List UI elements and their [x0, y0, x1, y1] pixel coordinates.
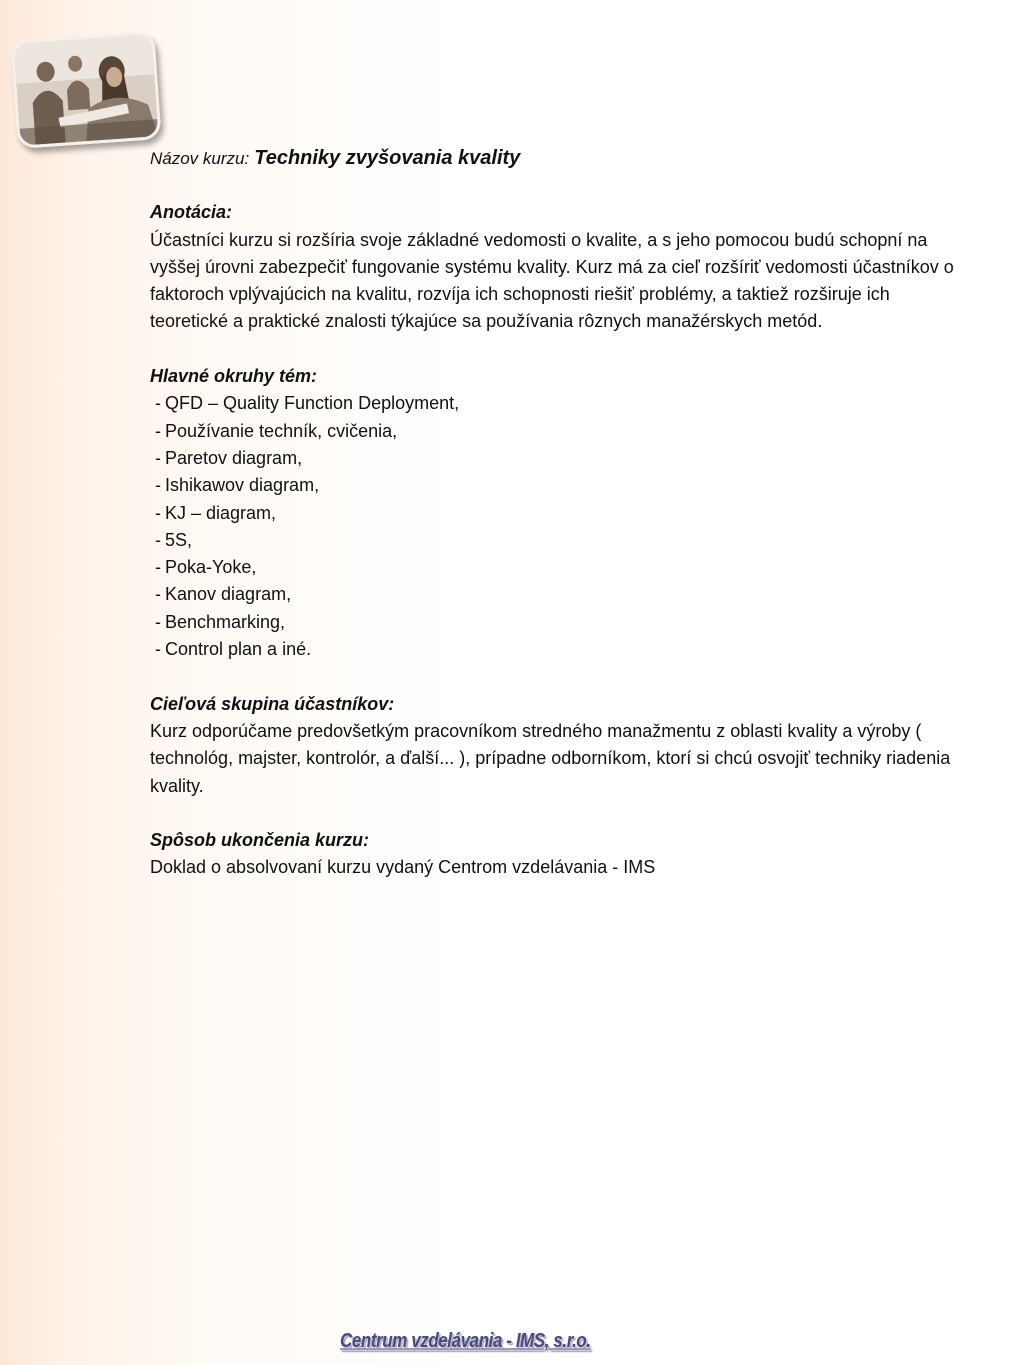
completion-text: Doklad o absolvovaní kurzu vydaný Centrom vzdelávania - IMS — [150, 857, 656, 878]
topics-section — [150, 363, 960, 663]
completion-section — [150, 827, 960, 882]
topic-item: - KJ – diagram, — [155, 502, 277, 523]
topic-item: - Poka-Yoke, — [155, 557, 257, 578]
topics-heading: Hlavné okruhy tém: — [150, 366, 318, 387]
course-title-label: Názov kurzu: — [150, 149, 250, 168]
students-photo — [10, 31, 161, 149]
annotation-heading: Anotácia: — [150, 202, 233, 223]
topic-item: - Používanie techník, cvičenia, — [155, 420, 398, 441]
topic-item: - QFD – Quality Function Deployment, — [155, 393, 460, 414]
course-description — [150, 140, 960, 909]
target-group-text: Kurz odporúčame predovšetkým pracovníkom stredného manažmentu z oblasti kvality a výroby ( technológ, majster, kontrolór, a ďalší... ), prípadne odborníkom, ktorí si chcú osvojiť techniky riadenia kvality. — [150, 720, 951, 796]
topic-item: - Control plan a iné. — [155, 639, 312, 660]
course-title-row — [150, 145, 960, 172]
target-group-section — [150, 691, 960, 800]
topic-item: - Kanov diagram, — [155, 584, 292, 605]
topic-item: - Ishikawov diagram, — [155, 475, 320, 496]
annotation-section — [150, 199, 960, 335]
target-group-heading: Cieľová skupina účastníkov: — [150, 693, 395, 714]
completion-heading: Spôsob ukončenia kurzu: — [150, 830, 370, 851]
topic-item: - Benchmarking, — [155, 611, 286, 632]
organization-logo: Centrum vzdelávania - IMS, s.r.o. — [340, 1330, 591, 1352]
topic-item: - 5S, — [155, 529, 193, 550]
course-title: Techniky zvyšovania kvality — [254, 147, 521, 169]
topic-item: - Paretov diagram, — [155, 447, 303, 468]
annotation-text: Účastníci kurzu si rozšíria svoje základné vedomosti o kvalite, a s jeho pomocou budú schopní na vyššej úrovni zabezpečiť fungovanie systému kvality. Kurz má za cieľ rozšíriť vedomosti účastníkov o faktoroch vplývajúcich na kvalitu, rozvíja ich schopnosti riešiť problémy, a taktiež rozširuje ich teoretické a praktické znalosti týkajúce sa používania rôznych manažérskych metód. — [150, 229, 954, 332]
topics-list — [150, 390, 960, 663]
